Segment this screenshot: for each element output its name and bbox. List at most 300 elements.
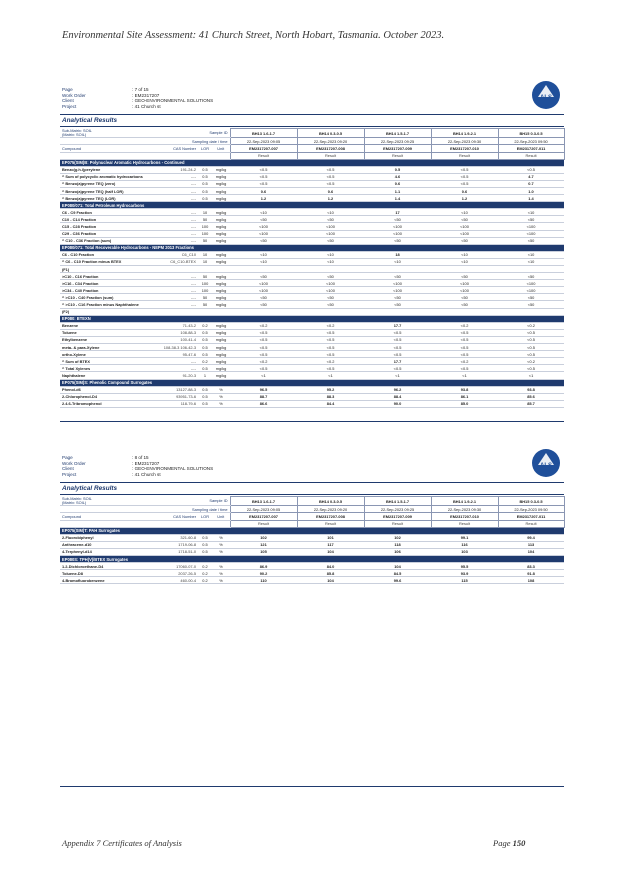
lor-value: 100 <box>198 223 212 230</box>
compound-name: (F1) <box>60 266 160 273</box>
lor-value: 0.5 <box>198 187 212 194</box>
result-value: <0.5 <box>431 166 498 173</box>
compound-name: ^ >C10 - C16 Fraction minus Naphthalene <box>60 301 160 308</box>
page-bottom-divider <box>60 786 564 787</box>
result-value: 105 <box>230 548 297 555</box>
result-value: <50 <box>431 216 498 223</box>
lor-value: 50 <box>198 237 212 244</box>
header-row-sample-id <box>60 497 564 506</box>
table-row <box>60 365 564 372</box>
lor-value: 0.2 <box>198 577 212 584</box>
meta-label: Client <box>62 98 74 104</box>
compound-name: Naphthalene <box>60 372 160 379</box>
sample-id: BH14 1.9-2.1 <box>431 497 498 506</box>
table-row <box>60 372 564 379</box>
group-title: EP075(SIM)B: Polynuclear Aromatic Hydrocarbons - Continued <box>60 159 564 166</box>
unit-value: mg/kg <box>212 209 230 216</box>
result-value: 90.2 <box>230 570 297 577</box>
lor-value: 10 <box>198 258 212 265</box>
result-value: <50 <box>498 294 564 301</box>
result-value: <50 <box>431 301 498 308</box>
divider <box>60 494 564 495</box>
sampling-date: 22-Sep-2023 09:20 <box>297 506 364 513</box>
unit-value: mg/kg <box>212 365 230 372</box>
compound-name: ortho-Xylene <box>60 351 160 358</box>
sample-code: EM2317207-008 <box>297 145 364 152</box>
result-value: 85.7 <box>498 400 564 407</box>
result-value: <100 <box>297 223 364 230</box>
cas-number: ---- <box>160 273 198 280</box>
report-meta <box>60 87 564 113</box>
meta-value: : EM2317207 <box>132 461 159 467</box>
compound-name: ^ Sum of polycyclic aromatic hydrocarbons <box>60 173 160 180</box>
table-row <box>60 308 564 315</box>
sample-code: EM2317207-007 <box>230 513 297 520</box>
lor-value: 0.5 <box>198 548 212 555</box>
compound-name: C6 - C10 Fraction <box>60 251 160 258</box>
table-row <box>60 344 564 351</box>
table-row <box>60 570 564 577</box>
report-page-8 <box>60 455 564 584</box>
unit-value: % <box>212 386 230 393</box>
result-value: 121 <box>230 541 297 548</box>
result-value: 4.7 <box>498 173 564 180</box>
result-value: <50 <box>230 301 297 308</box>
lor-value: 0.2 <box>198 563 212 570</box>
result-value: 108 <box>498 577 564 584</box>
unit-header: Unit <box>212 145 230 152</box>
meta-label: Work Order <box>62 460 86 466</box>
unit-value: % <box>212 570 230 577</box>
sample-code: EM2317207-009 <box>364 145 431 152</box>
result-value: <10 <box>431 258 498 265</box>
sample-id: BH14 0.3-0.5 <box>297 497 364 506</box>
submatrix-text: Sub-Matrix: SOIL <box>62 128 92 133</box>
sample-id: BH14 0.3-0.5 <box>297 129 364 138</box>
meta-label: Page <box>62 87 73 92</box>
result-header: Result <box>230 520 297 527</box>
result-value: <1 <box>297 372 364 379</box>
lor-value: 0.2 <box>198 322 212 329</box>
meta-label: Work Order <box>62 92 86 98</box>
lor-value: 1 <box>198 372 212 379</box>
table-row <box>60 251 564 258</box>
compound-name: ^ Benzo(a)pyrene TEQ (zero) <box>60 180 160 187</box>
result-value <box>364 266 431 273</box>
compound-name: Benzene <box>60 322 160 329</box>
compound-name: 2.4.6-Tribromophenol <box>60 400 160 407</box>
result-value: <0.2 <box>297 358 364 365</box>
result-value: 93.8 <box>498 386 564 393</box>
result-value: <0.5 <box>498 336 564 343</box>
compound-name: >C34 - C40 Fraction <box>60 287 160 294</box>
table-row <box>60 336 564 343</box>
result-value: 17.7 <box>364 322 431 329</box>
table-row <box>60 534 564 541</box>
unit-value: mg/kg <box>212 216 230 223</box>
table-row <box>60 230 564 237</box>
result-value: <10 <box>230 258 297 265</box>
lor-value: 0.5 <box>198 351 212 358</box>
document-footer-page <box>493 838 525 848</box>
spacer-cell <box>60 152 230 159</box>
result-value: 85.6 <box>498 393 564 400</box>
result-value: <0.5 <box>498 344 564 351</box>
compound-name: 1.2-Dichloroethane-D4 <box>60 563 160 570</box>
lor-value: 0.5 <box>198 195 212 202</box>
result-value <box>230 308 297 315</box>
result-value: <10 <box>431 209 498 216</box>
unit-value: mg/kg <box>212 230 230 237</box>
compound-name: Anthracene-d10 <box>60 541 160 548</box>
result-value: <0.5 <box>230 351 297 358</box>
lor-value: 10 <box>198 251 212 258</box>
result-value: 104 <box>297 577 364 584</box>
unit-value: % <box>212 563 230 570</box>
meta-value: : 41 Church st <box>132 472 161 478</box>
result-value: 1.2 <box>230 195 297 202</box>
result-value: <10 <box>297 251 364 258</box>
sample-id: BH15 0.3-0.5 <box>498 129 564 138</box>
lor-value: 0.5 <box>198 329 212 336</box>
lor-value: 0.5 <box>198 336 212 343</box>
lor-header: LOR <box>198 513 212 520</box>
unit-value: mg/kg <box>212 329 230 336</box>
header-row-result <box>60 152 564 159</box>
compound-name: Benzo(g.h.i)perylene <box>60 166 160 173</box>
compound-name: 4-Bromofluorobenzene <box>60 577 160 584</box>
group-title: EP080/071: Total Recoverable Hydrocarbons - NEPM 2013 Fractions <box>60 244 564 251</box>
sample-id-label: Sample ID <box>198 129 230 138</box>
table-row <box>60 180 564 187</box>
compound-name: ^ C10 - C36 Fraction (sum) <box>60 237 160 244</box>
cas-number: ---- <box>160 280 198 287</box>
result-value: <0.2 <box>230 322 297 329</box>
compound-name: Toluene-D8 <box>60 570 160 577</box>
logo-text: ALS <box>540 95 552 101</box>
result-value: 1.2 <box>431 195 498 202</box>
sample-id: BH15 0.3-0.5 <box>498 497 564 506</box>
result-value: 96.2 <box>364 386 431 393</box>
result-value: <0.5 <box>431 180 498 187</box>
result-header: Result <box>431 152 498 159</box>
unit-value: mg/kg <box>212 301 230 308</box>
analyte-group-header <box>60 527 564 534</box>
result-value <box>297 308 364 315</box>
result-value: 104 <box>364 563 431 570</box>
sampling-date: 22-Sep-2023 09:50 <box>498 506 564 513</box>
submatrix-label <box>60 497 198 506</box>
lor-value: 100 <box>198 287 212 294</box>
result-value: <100 <box>230 287 297 294</box>
result-value: <100 <box>498 287 564 294</box>
cas-number: ---- <box>160 195 198 202</box>
cas-number: ---- <box>160 301 198 308</box>
sample-code: EM2317207-007 <box>230 145 297 152</box>
result-header: Result <box>297 152 364 159</box>
result-value: <100 <box>364 280 431 287</box>
result-value: <0.2 <box>431 358 498 365</box>
lor-value <box>198 308 212 315</box>
result-value: <0.5 <box>297 344 364 351</box>
result-value: <50 <box>230 237 297 244</box>
compound-name: (F2) <box>60 308 160 315</box>
result-value: <0.5 <box>364 329 431 336</box>
lor-value: 0.5 <box>198 344 212 351</box>
cas-number: C6_C10-BTEX <box>160 258 198 265</box>
cas-number: ---- <box>160 223 198 230</box>
result-value: 115 <box>431 577 498 584</box>
lor-value: 0.5 <box>198 541 212 548</box>
compound-name: >C10 - C16 Fraction <box>60 273 160 280</box>
sampling-date: 22-Sep-2023 09:30 <box>431 138 498 145</box>
meta-value: : GEO-ENVIRONMENTAL SOLUTIONS <box>132 466 213 472</box>
document-footer-left: Appendix 7 Certificates of Analysis <box>62 838 182 848</box>
cas-number: ---- <box>160 216 198 223</box>
cas-number: 1719-06-8 <box>160 541 198 548</box>
result-value: <100 <box>498 280 564 287</box>
cas-number: ---- <box>160 358 198 365</box>
result-value: <50 <box>297 237 364 244</box>
result-value: <50 <box>297 273 364 280</box>
result-value: 96.5 <box>230 386 297 393</box>
result-value: <1 <box>364 372 431 379</box>
result-value: <1 <box>230 372 297 379</box>
result-value: <10 <box>364 258 431 265</box>
table-row <box>60 280 564 287</box>
sample-id: BH13 1.6-1.7 <box>230 497 297 506</box>
result-value: <50 <box>364 237 431 244</box>
result-value: <0.5 <box>297 166 364 173</box>
header-row-result <box>60 520 564 527</box>
section-title: Analytical Results <box>62 485 118 492</box>
result-value: <0.5 <box>230 336 297 343</box>
result-value: 83.3 <box>498 563 564 570</box>
unit-value: mg/kg <box>212 180 230 187</box>
result-value: 106 <box>364 548 431 555</box>
meta-value: : GEO-ENVIRONMENTAL SOLUTIONS <box>132 98 213 104</box>
result-value: <0.5 <box>297 329 364 336</box>
result-value: 86.1 <box>431 393 498 400</box>
report-meta <box>60 455 564 481</box>
lor-value: 0.5 <box>198 173 212 180</box>
result-value: 84.0 <box>297 563 364 570</box>
result-value: <50 <box>297 216 364 223</box>
compound-name: 2-Chlorophenol-D4 <box>60 393 160 400</box>
compound-name: ^ C6 - C10 Fraction minus BTEX <box>60 258 160 265</box>
unit-value: mg/kg <box>212 223 230 230</box>
result-value: 102 <box>230 534 297 541</box>
result-value: 88.3 <box>297 393 364 400</box>
result-value: <10 <box>498 258 564 265</box>
result-value: <0.5 <box>297 351 364 358</box>
result-value: <100 <box>364 287 431 294</box>
result-value: <0.2 <box>297 322 364 329</box>
result-value: <0.5 <box>431 329 498 336</box>
cas-number: C6_C10 <box>160 251 198 258</box>
result-value: <50 <box>230 216 297 223</box>
result-header: Result <box>297 520 364 527</box>
unit-value <box>212 266 230 273</box>
compound-name: >C16 - C34 Fraction <box>60 280 160 287</box>
compound-name: Ethylbenzene <box>60 336 160 343</box>
cas-number: ---- <box>160 187 198 194</box>
unit-value: % <box>212 541 230 548</box>
result-header: Result <box>230 152 297 159</box>
sample-id: BH14 1.5-1.7 <box>364 497 431 506</box>
result-value: <100 <box>297 230 364 237</box>
compound-name: ^ Benzo(a)pyrene TEQ (half LOR) <box>60 187 160 194</box>
result-value: <0.5 <box>297 180 364 187</box>
meta-value: : 8 of 15 <box>132 455 149 461</box>
compound-name: C15 - C28 Fraction <box>60 223 160 230</box>
result-value: <50 <box>498 273 564 280</box>
header-row-sample-id <box>60 129 564 138</box>
result-value: <100 <box>498 230 564 237</box>
result-value: <10 <box>498 251 564 258</box>
als-logo <box>532 81 560 109</box>
result-header: Result <box>364 152 431 159</box>
compound-name: 2-Fluorobiphenyl <box>60 534 160 541</box>
table-row <box>60 393 564 400</box>
result-value: 17.7 <box>364 358 431 365</box>
cas-number: ---- <box>160 294 198 301</box>
cas-number: 91-20-3 <box>160 372 198 379</box>
result-value: 90.0 <box>364 400 431 407</box>
result-value: <100 <box>431 223 498 230</box>
header-row-compound <box>60 513 564 520</box>
result-value: 99.1 <box>431 534 498 541</box>
unit-header: Unit <box>212 513 230 520</box>
header-row-compound <box>60 145 564 152</box>
sample-code: EM2317207-008 <box>297 513 364 520</box>
cas-number: 118-79-6 <box>160 400 198 407</box>
cas-number: 108-88-3 <box>160 329 198 336</box>
result-value: <100 <box>431 230 498 237</box>
result-value: <0.2 <box>230 358 297 365</box>
sample-code: EM2317207-009 <box>364 513 431 520</box>
result-value: 18 <box>364 251 431 258</box>
unit-value: mg/kg <box>212 173 230 180</box>
lor-value: 0.5 <box>198 180 212 187</box>
lor-value: 0.5 <box>198 166 212 173</box>
result-value: <100 <box>431 280 498 287</box>
result-value: <0.5 <box>498 166 564 173</box>
unit-value: mg/kg <box>212 251 230 258</box>
result-value: <0.2 <box>431 322 498 329</box>
result-value: <1 <box>431 372 498 379</box>
unit-value: % <box>212 400 230 407</box>
result-value: 113 <box>498 541 564 548</box>
lor-value: 0.2 <box>198 358 212 365</box>
cas-number: ---- <box>160 180 198 187</box>
result-value: 103 <box>431 548 498 555</box>
table-row <box>60 173 564 180</box>
cas-number: 93951-73-6 <box>160 393 198 400</box>
result-value: <0.5 <box>230 173 297 180</box>
table-row <box>60 266 564 273</box>
meta-value: : EM2317207 <box>132 93 159 99</box>
table-row <box>60 187 564 194</box>
cas-number: 321-60-8 <box>160 534 198 541</box>
unit-value: mg/kg <box>212 372 230 379</box>
result-value: <0.5 <box>498 329 564 336</box>
analyte-group-header <box>60 379 564 386</box>
result-value: 85.0 <box>431 400 498 407</box>
result-value: <100 <box>230 223 297 230</box>
result-value: <0.2 <box>498 322 564 329</box>
sampling-date: 22-Sep-2023 09:05 <box>230 506 297 513</box>
cas-number: 108-38-3 106-42-3 <box>160 344 198 351</box>
result-value: <1 <box>498 372 564 379</box>
result-value <box>498 266 564 273</box>
lor-value: 50 <box>198 273 212 280</box>
result-value: <0.5 <box>498 365 564 372</box>
divider <box>60 114 564 115</box>
result-value: <50 <box>364 273 431 280</box>
result-value: 1.4 <box>364 195 431 202</box>
result-value: 101 <box>297 534 364 541</box>
divider <box>60 126 564 127</box>
result-value: <0.5 <box>431 336 498 343</box>
result-value: 0.7 <box>498 180 564 187</box>
table-row <box>60 322 564 329</box>
result-value: <0.5 <box>431 351 498 358</box>
table-row <box>60 400 564 407</box>
lor-header: LOR <box>198 145 212 152</box>
result-value: <50 <box>230 294 297 301</box>
unit-value: mg/kg <box>212 280 230 287</box>
compound-name: ^ Total Xylenes <box>60 365 160 372</box>
cas-number: ---- <box>160 237 198 244</box>
result-value: 1.2 <box>297 195 364 202</box>
matrix-text: (Matrix: SOIL) <box>62 499 87 505</box>
submatrix-label <box>60 129 198 138</box>
result-value: <100 <box>364 230 431 237</box>
result-value: 85.8 <box>297 570 364 577</box>
result-value: <0.2 <box>498 358 564 365</box>
table-row <box>60 294 564 301</box>
sampling-date: 22-Sep-2023 09:30 <box>431 506 498 513</box>
result-value: 1.1 <box>364 187 431 194</box>
unit-value: mg/kg <box>212 294 230 301</box>
cas-number: ---- <box>160 365 198 372</box>
unit-value: mg/kg <box>212 166 230 173</box>
lor-value: 50 <box>198 216 212 223</box>
result-value: <50 <box>297 301 364 308</box>
cas-number: ---- <box>160 230 198 237</box>
cas-number: 95-47-6 <box>160 351 198 358</box>
table-row <box>60 301 564 308</box>
sample-code: EM2317207-011 <box>498 145 564 152</box>
result-header: Result <box>364 520 431 527</box>
result-value: <50 <box>498 237 564 244</box>
table-row <box>60 195 564 202</box>
result-value: <0.5 <box>230 329 297 336</box>
analyte-group-header <box>60 202 564 209</box>
cas-number: 1718-51-0 <box>160 548 198 555</box>
sampling-date: 22-Sep-2023 09:20 <box>297 138 364 145</box>
sample-id: BH13 1.6-1.7 <box>230 129 297 138</box>
result-value: 118 <box>364 541 431 548</box>
compound-header: Compound <box>60 513 160 520</box>
sampling-date: 22-Sep-2023 09:50 <box>498 138 564 145</box>
result-value: 0.6 <box>230 187 297 194</box>
result-value: 84.5 <box>364 570 431 577</box>
table-row <box>60 216 564 223</box>
cas-number: 2037-26-5 <box>160 570 198 577</box>
cas-number: 17060-07-0 <box>160 563 198 570</box>
